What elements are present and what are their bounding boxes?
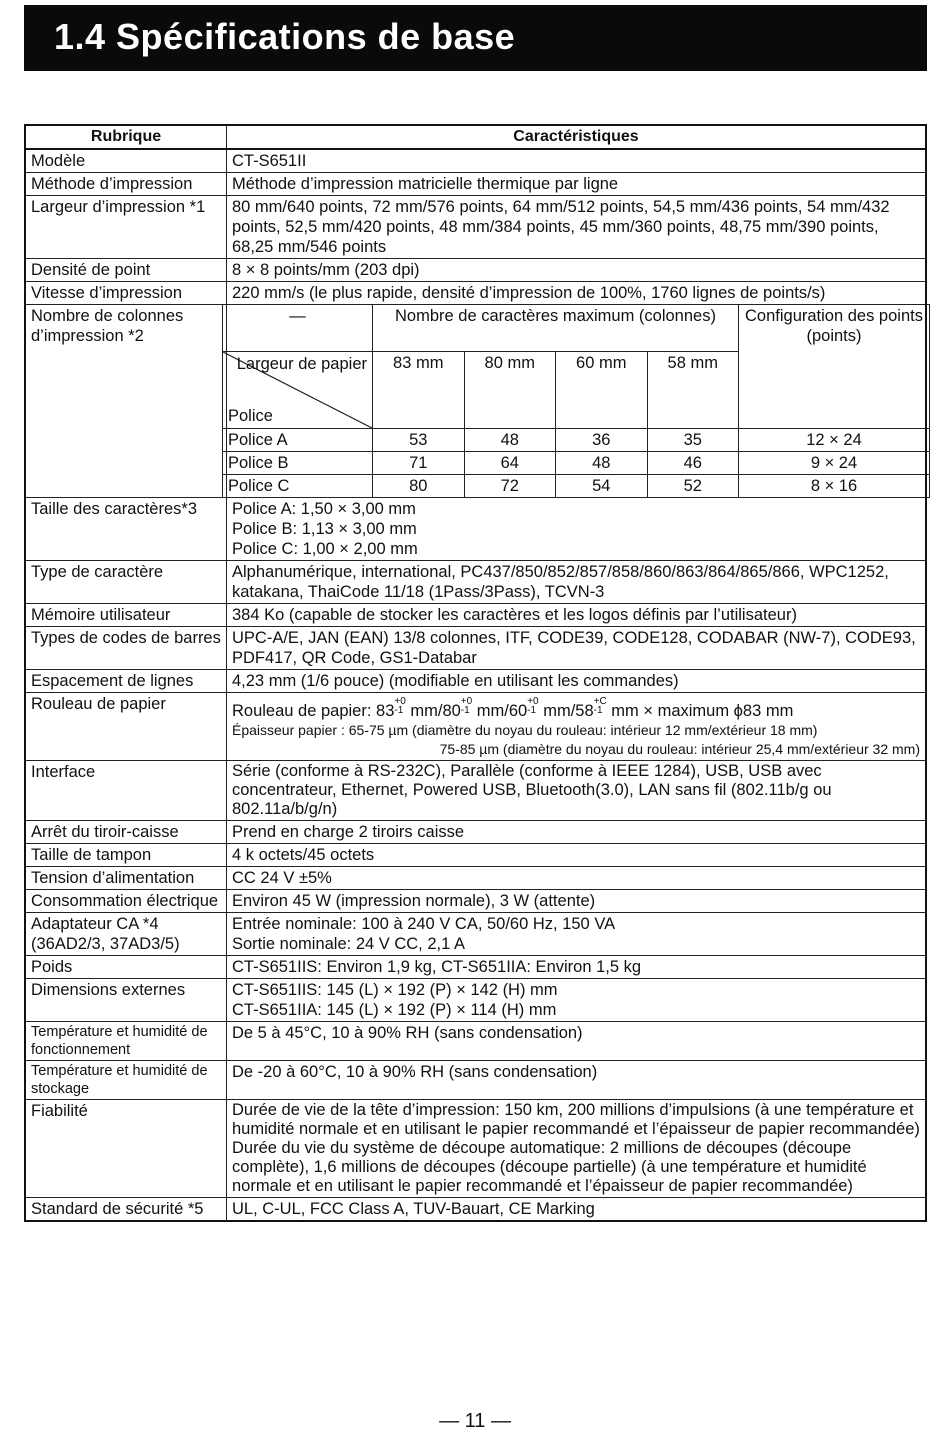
row-label: Modèle <box>25 149 227 173</box>
table-row <box>25 627 926 670</box>
row-value: Alphanumérique, international, PC437/850/852/857/858/860/863/864/865/866, WPC1252, katakana, ThaiCode 11/18 (1Pass/3Pass), TCVN-3 <box>227 561 927 604</box>
row-label: Mémoire utilisateur <box>25 604 227 627</box>
row-value: UL, C-UL, FCC Class A, TUV-Bauart, CE Marking <box>227 1198 927 1222</box>
row-label: Température et humidité de fonctionnement <box>25 1022 227 1061</box>
thickness-line: 75-85 µm (diamètre du noyau du rouleau: intérieur 25,4 mm/extérieur 32 mm) <box>439 741 920 757</box>
row-label: Types de codes de barres <box>25 627 227 670</box>
font-label: Police <box>228 407 273 425</box>
table-row <box>25 604 926 627</box>
row-label: Rouleau de papier <box>25 693 227 761</box>
row-value: Méthode d’impression matricielle thermique par ligne <box>227 173 927 196</box>
paper-width-label: Largeur de papier <box>236 355 367 373</box>
row-label: Arrêt du tiroir-caisse <box>25 821 227 844</box>
table-row <box>25 979 926 1022</box>
config-header: Configuration des points (points) <box>739 305 930 429</box>
font-config: 12 × 24 <box>739 429 930 452</box>
row-label: Fiabilité <box>25 1100 227 1198</box>
row-label: Dimensions externes <box>25 979 227 1022</box>
font-value: 52 <box>647 475 739 498</box>
row-value: CT-S651IIS: Environ 1,9 kg, CT-S651IIA: Environ 1,5 kg <box>227 956 927 979</box>
table-row <box>25 561 926 604</box>
row-label: Vitesse d’impression <box>25 282 227 305</box>
row-label: Taille de tampon <box>25 844 227 867</box>
size-line: Police A: 1,50 × 3,00 mm <box>232 500 416 518</box>
font-value: 35 <box>647 429 739 452</box>
row-label: Consommation électrique <box>25 890 227 913</box>
section-title-bar <box>24 5 927 71</box>
row-label: Nombre de colonnes d’impression *2 <box>25 305 227 498</box>
columns-subtable <box>222 304 930 498</box>
row-label: Température et humidité de stockage <box>25 1061 227 1100</box>
row-value: 4,23 mm (1/6 pouce) (modifiable en utilisant les commandes) <box>227 670 927 693</box>
table-row <box>25 956 926 979</box>
width-header: 80 mm <box>464 352 556 429</box>
font-value: 48 <box>464 429 556 452</box>
row-value: 220 mm/s (le plus rapide, densité d’impression de 100%, 1760 lignes de points/s) <box>227 282 927 305</box>
font-value: 71 <box>373 452 465 475</box>
row-value: Prend en charge 2 tiroirs caisse <box>227 821 927 844</box>
row-label: Espacement de lignes <box>25 670 227 693</box>
font-value: 80 <box>373 475 465 498</box>
table-row <box>25 305 926 498</box>
row-value: Environ 45 W (impression normale), 3 W (attente) <box>227 890 927 913</box>
font-value: 72 <box>464 475 556 498</box>
table-row <box>25 761 926 821</box>
table-row <box>25 149 926 173</box>
row-label: Tension d’alimentation <box>25 867 227 890</box>
font-row <box>223 452 930 475</box>
page-title: 1.4 Spécifications de base <box>54 16 516 57</box>
table-row <box>25 196 926 259</box>
reliability-cutter: Durée du vie du système de découpe automatique: 2 millions de découpes (découpe complète), 1,6 millions de découpes (découpe partielle) (à une température et humidité normale et en utilisant le papier recommandé et l’épaisseur de papier recommandée) <box>232 1139 867 1195</box>
row-label: Interface <box>25 761 227 821</box>
row-label: Densité de point <box>25 259 227 282</box>
row-value <box>227 498 927 561</box>
table-row <box>25 913 926 956</box>
table-row <box>25 1198 926 1222</box>
row-label: Type de caractère <box>25 561 227 604</box>
row-value: CC 24 V ±5% <box>227 867 927 890</box>
header-rubrique: Rubrique <box>25 125 227 149</box>
dash-cell: — <box>223 305 373 352</box>
thickness-line: Épaisseur papier : 65-75 µm (diamètre du noyau du rouleau: intérieur 12 mm/extérieur 18 mm) <box>232 722 818 738</box>
row-value <box>227 979 927 1022</box>
table-row <box>25 1022 926 1061</box>
adapter-input: Entrée nominale: 100 à 240 V CA, 50/60 Hz, 150 VA <box>232 915 616 933</box>
row-value: Série (conforme à RS-232C), Parallèle (conforme à IEEE 1284), USB, USB avec concentrateur, Ethernet, Powered USB, Bluetooth(3.0), LAN sans fil (802.11b/g ou 802.11a/b/g/n) <box>227 761 927 821</box>
table-row <box>25 259 926 282</box>
font-value: 53 <box>373 429 465 452</box>
row-label: Standard de sécurité *5 <box>25 1198 227 1222</box>
width-header: 58 mm <box>647 352 739 429</box>
header-caracteristiques: Caractéristiques <box>227 125 927 149</box>
dimension-line: CT-S651IIS: 145 (L) × 192 (P) × 142 (H) mm <box>232 981 558 999</box>
row-value: UPC-A/E, JAN (EAN) 13/8 colonnes, ITF, CODE39, CODE128, CODABAR (NW-7), CODE93, PDF417, QR Code, GS1-Databar <box>227 627 927 670</box>
row-value: 4 k octets/45 octets <box>227 844 927 867</box>
spec-table <box>24 124 927 1222</box>
diagonal-header-cell <box>223 352 373 429</box>
font-config: 8 × 16 <box>739 475 930 498</box>
page-number: — 11 — <box>439 1410 511 1432</box>
table-row <box>25 867 926 890</box>
size-line: Police C: 1,00 × 2,00 mm <box>232 540 418 558</box>
font-value: 36 <box>556 429 648 452</box>
row-value: De -20 à 60°C, 10 à 90% RH (sans condensation) <box>227 1061 927 1100</box>
row-value: 8 × 8 points/mm (203 dpi) <box>227 259 927 282</box>
dimension-line: CT-S651IIA: 145 (L) × 192 (P) × 114 (H) mm <box>232 1001 557 1019</box>
max-chars-header: Nombre de caractères maximum (colonnes) <box>373 305 739 352</box>
row-label: Taille des caractères*3 <box>25 498 227 561</box>
reliability-head: Durée de vie de la tête d’impression: 150 km, 200 millions d’impulsions (à une température et humidité normale et en utilisant le papier recommandé et l’épaisseur de papier recommandée) <box>232 1101 920 1138</box>
row-label: Largeur d’impression *1 <box>25 196 227 259</box>
font-name: Police A <box>223 429 373 452</box>
table-header-row <box>25 125 926 149</box>
table-row <box>25 821 926 844</box>
table-row <box>25 1100 926 1198</box>
font-name: Police C <box>223 475 373 498</box>
font-row <box>223 429 930 452</box>
width-header: 83 mm <box>373 352 465 429</box>
row-value <box>227 1100 927 1198</box>
table-row <box>25 844 926 867</box>
row-label: Méthode d’impression <box>25 173 227 196</box>
font-row <box>223 475 930 498</box>
font-value: 48 <box>556 452 648 475</box>
table-row <box>25 890 926 913</box>
row-value: CT-S651II <box>227 149 927 173</box>
table-row <box>25 173 926 196</box>
columns-cell <box>227 305 927 498</box>
row-value: 384 Ko (capable de stocker les caractères et les logos définis par l’utilisateur) <box>227 604 927 627</box>
adapter-label: Adaptateur CA *4 <box>31 915 159 933</box>
table-row <box>25 498 926 561</box>
row-value <box>227 913 927 956</box>
table-row <box>25 282 926 305</box>
adapter-output: Sortie nominale: 24 V CC, 2,1 A <box>232 935 465 953</box>
table-row <box>25 693 926 761</box>
width-header: 60 mm <box>556 352 648 429</box>
font-value: 64 <box>464 452 556 475</box>
font-value: 46 <box>647 452 739 475</box>
table-row <box>25 1061 926 1100</box>
roll-line: Rouleau de papier: 83 +0 -1 mm/80 +0 -1 mm/60 +0 -1 mm/58 +C -1 mm × maximum ϕ83 mm <box>232 696 794 720</box>
font-value: 54 <box>556 475 648 498</box>
table-row <box>25 670 926 693</box>
font-config: 9 × 24 <box>739 452 930 475</box>
row-value: De 5 à 45°C, 10 à 90% RH (sans condensation) <box>227 1022 927 1061</box>
adapter-models: (36AD2/3, 37AD3/5) <box>31 935 180 953</box>
row-label: Poids <box>25 956 227 979</box>
row-value: 80 mm/640 points, 72 mm/576 points, 64 mm/512 points, 54,5 mm/436 points, 54 mm/432 points, 52,5 mm/420 points, 48 mm/384 points, 45 mm/360 points, 48,75 mm/390 points, 68,25 mm/546 points <box>227 196 927 259</box>
size-line: Police B: 1,13 × 3,00 mm <box>232 520 417 538</box>
row-label <box>25 913 227 956</box>
row-value <box>227 693 927 761</box>
font-name: Police B <box>223 452 373 475</box>
